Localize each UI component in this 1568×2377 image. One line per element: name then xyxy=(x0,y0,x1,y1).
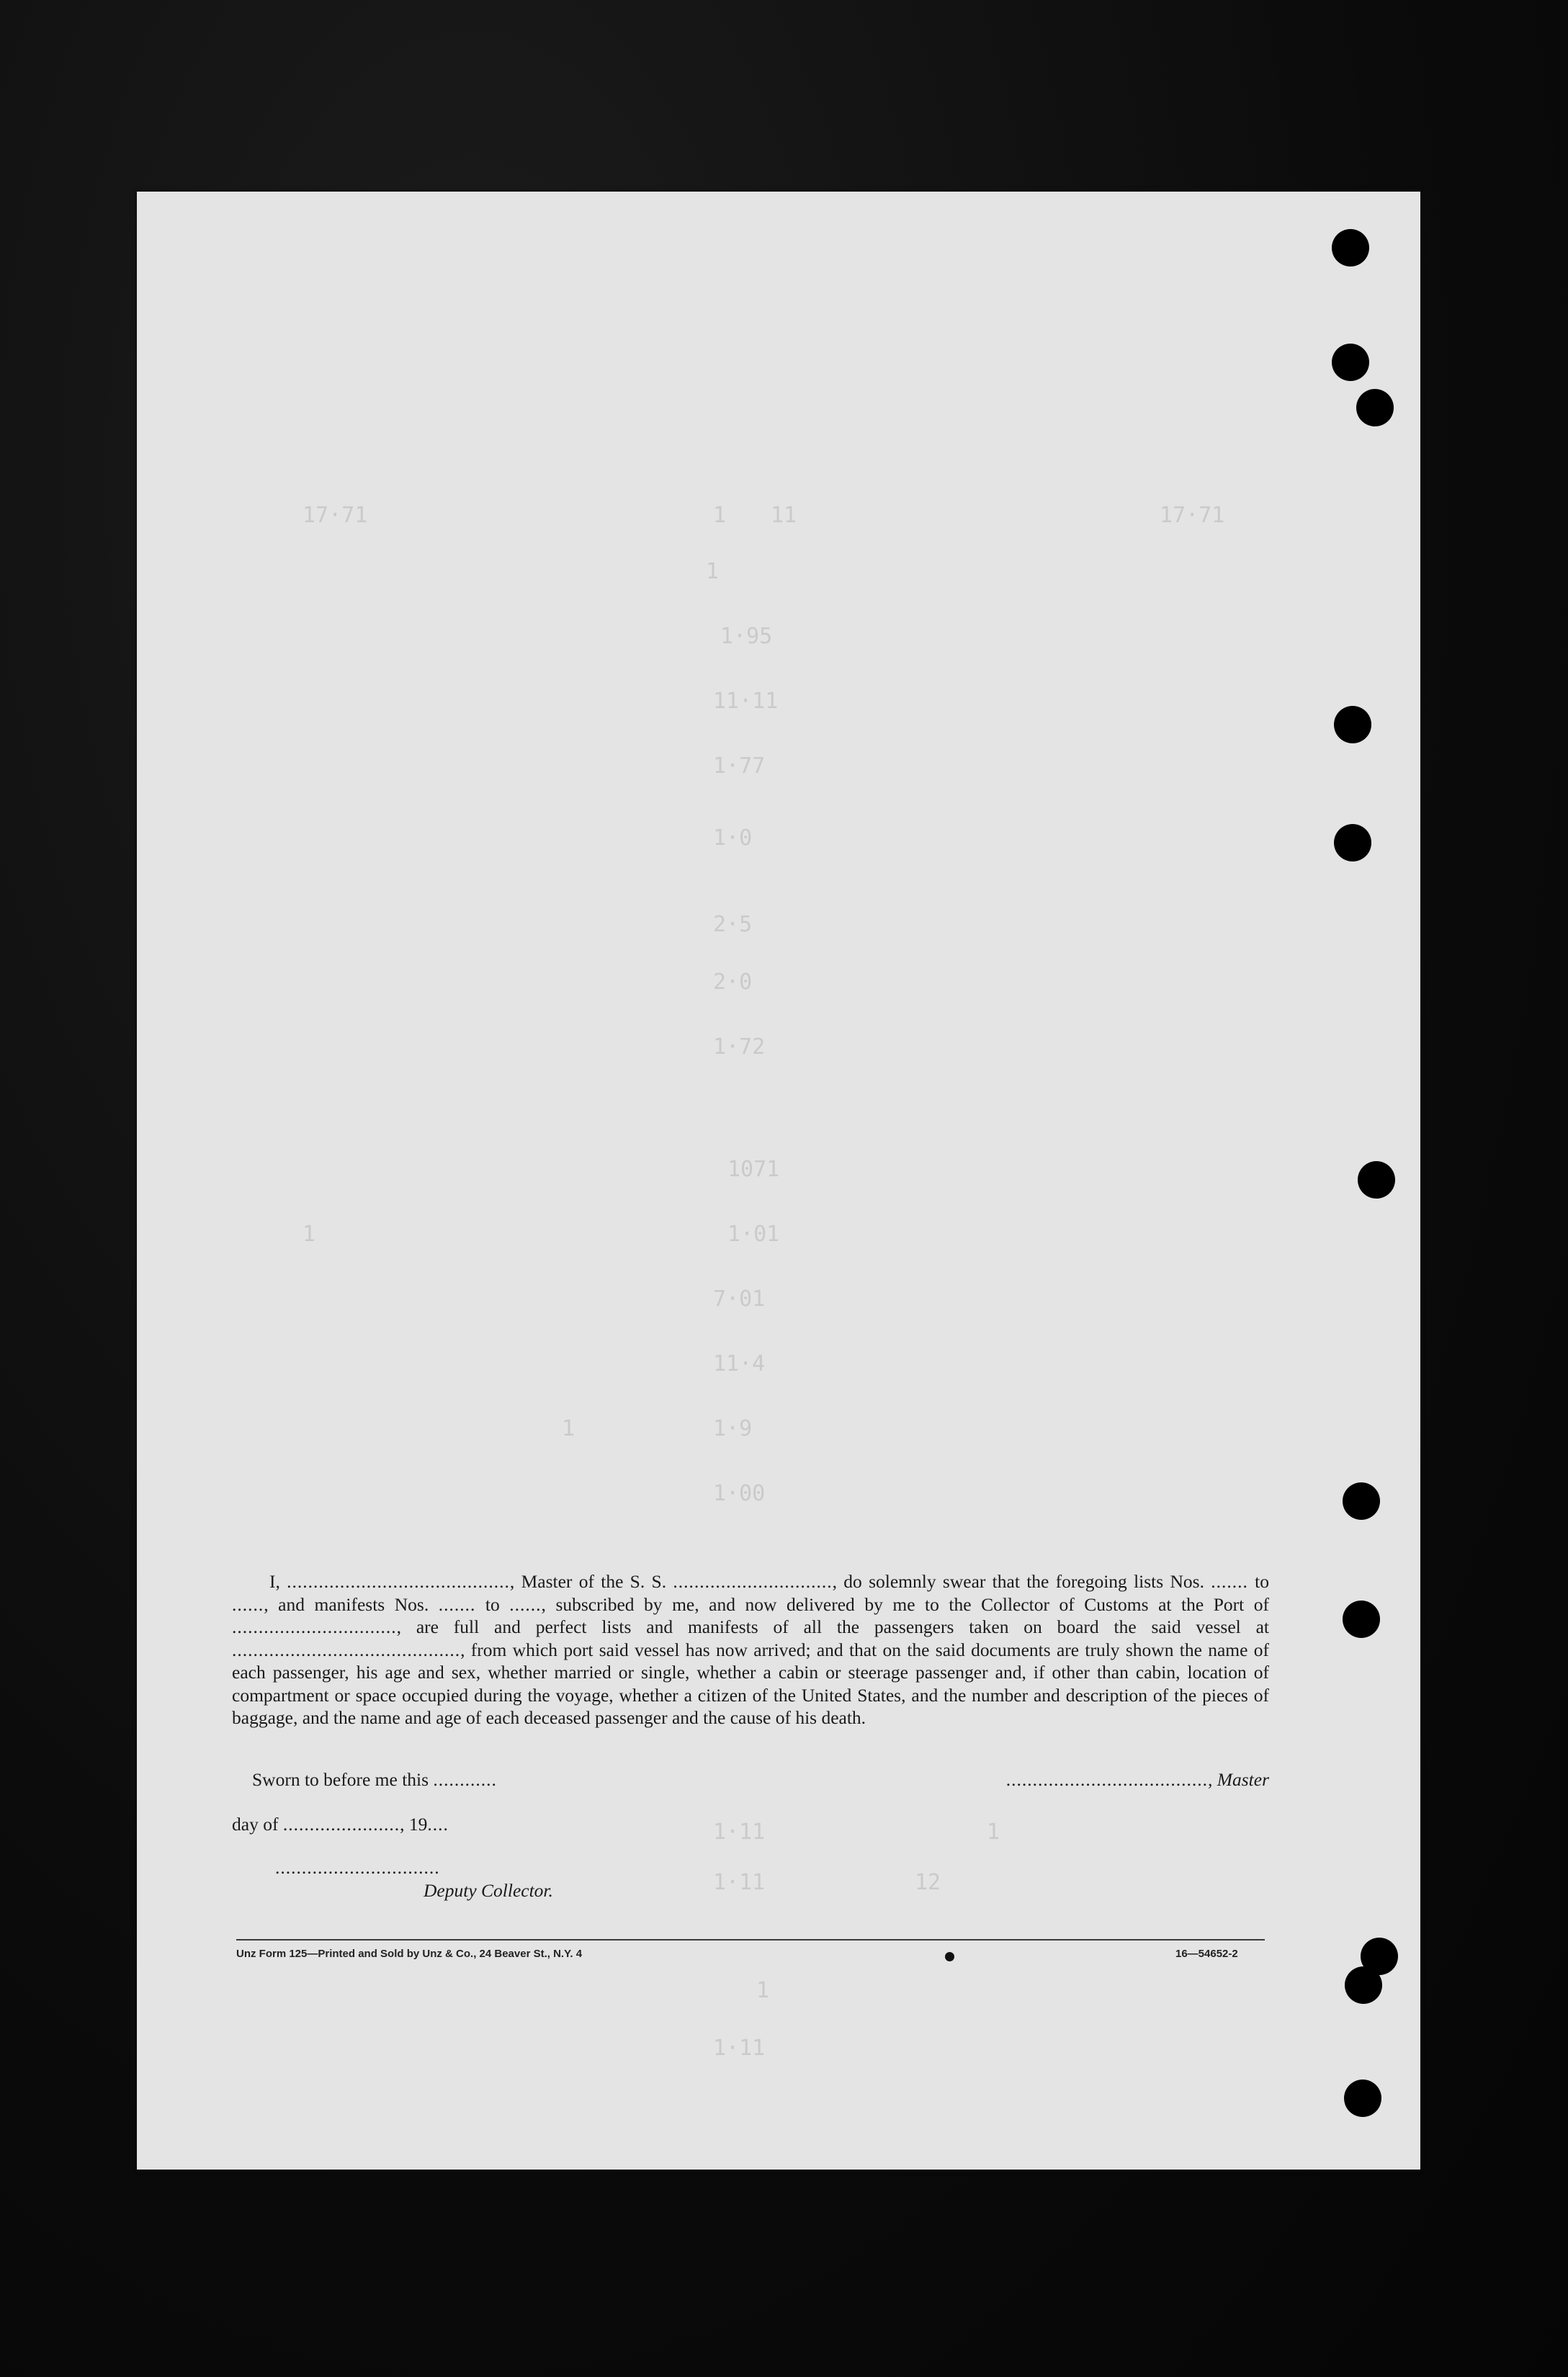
sworn-row xyxy=(232,1769,1269,1794)
oath-text: , Master of the S. S. xyxy=(509,1571,667,1592)
oath-text: , do solemnly xyxy=(832,1571,936,1592)
bleed-through-marks: 17·71 1 11 17·71 1 1·95 11·11 1·77 1·0 2·5 2·0 1·72 1071 1 1·01 7·01 11·4 1 1·9 1·00 1·11 1 1·11 12 1 1·11 xyxy=(303,503,1225,2061)
blank-list-from: ....... xyxy=(1211,1571,1248,1592)
oath-text: to xyxy=(1247,1571,1270,1592)
blank-master-name: .......................................... xyxy=(287,1571,510,1592)
blank-departure-port: ........................................... xyxy=(232,1639,461,1660)
oath-text: delivered by me to the Collector of Customs at the Port of xyxy=(786,1593,1269,1615)
footer-dot xyxy=(945,1952,954,1961)
blank-year: .... xyxy=(427,1814,449,1835)
master-label: , Master xyxy=(1208,1769,1269,1790)
blank-master-signature: ...................................... xyxy=(1005,1769,1208,1790)
oath-text: to xyxy=(475,1593,510,1615)
master-signature-line xyxy=(1006,1769,1269,1791)
oath-text: , from which xyxy=(460,1639,558,1660)
sworn-statement xyxy=(252,1769,497,1791)
punch-hole xyxy=(1358,1161,1395,1199)
oath-text: , subscribed by me, and now xyxy=(541,1593,777,1615)
day-label: day of xyxy=(232,1814,279,1835)
sworn-label: Sworn to before me this xyxy=(252,1769,429,1790)
blank-manifest-to: ...... xyxy=(509,1593,542,1615)
blank-list-to: ...... xyxy=(232,1593,264,1615)
footer-rule xyxy=(236,1939,1265,1940)
oath-text: swear that the foregoing lists Nos. xyxy=(942,1571,1204,1592)
punch-hole xyxy=(1332,344,1369,381)
blank-ship-name: .............................. xyxy=(673,1571,833,1592)
oath-text: manifests of all the passengers taken on board the said vessel at xyxy=(687,1616,1269,1637)
blank-deputy-signature: ............................... xyxy=(275,1857,440,1878)
punch-hole xyxy=(1356,389,1394,426)
punch-hole xyxy=(1332,229,1369,267)
oath-text: I, xyxy=(269,1571,280,1592)
punch-hole xyxy=(1343,1482,1380,1520)
punch-hole xyxy=(1345,1966,1382,2004)
form-code: 16—54652-2 xyxy=(1175,1948,1238,1960)
day-row xyxy=(232,1814,449,1835)
punch-hole xyxy=(1343,1601,1380,1638)
printer-imprint: Unz Form 125—Printed and Sold by Unz & Co., 24 Beaver St., N.Y. 4 xyxy=(236,1948,583,1960)
oath-text: , and manifests Nos. xyxy=(264,1593,429,1615)
blank-port: ............................... xyxy=(232,1616,397,1637)
punch-hole xyxy=(1344,2080,1381,2117)
year-label: , 19 xyxy=(400,1814,428,1835)
oath-text: , are full and perfect lists and xyxy=(396,1616,673,1637)
blank-sworn-day: ............ xyxy=(433,1769,497,1790)
punch-hole xyxy=(1334,706,1371,743)
blank-manifest-from: ....... xyxy=(438,1593,476,1615)
deputy-collector-label: Deputy Collector. xyxy=(424,1880,553,1901)
punch-hole xyxy=(1334,824,1371,861)
oath-text: port said vessel has now arrived; and that on the said documents are truly shown the name of each passenger, his age and sex, whether married or single, whether a cabin or steerage passenger and, if other than cabin, location of compartment or space occupied during the voyage, whether a citizen of the United States, and the number and description of the pieces of baggage, and the name and age of each deceased passenger and the cause of his death. xyxy=(232,1639,1269,1728)
master-oath xyxy=(232,1570,1269,1729)
blank-day-month: ...................... xyxy=(282,1814,400,1835)
